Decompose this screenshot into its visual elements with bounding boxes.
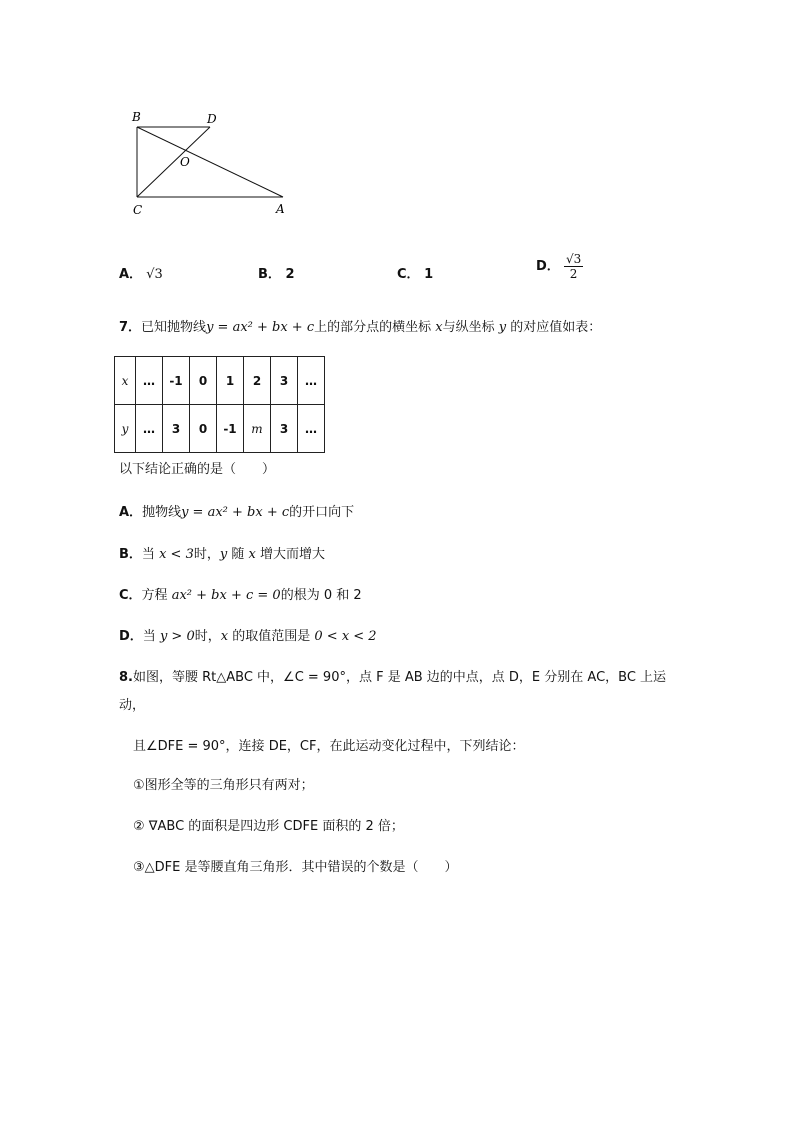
q7-option-b[interactable] — [119, 543, 325, 562]
q6-option-d-fraction — [564, 252, 583, 281]
q7-option-c-pre: 方程 — [141, 588, 168, 603]
q7-option-d-mid2: 的取值范围是 — [232, 629, 311, 644]
label-b: B — [132, 110, 141, 124]
q7-option-c-post: 的根为 0 和 2 — [280, 588, 362, 603]
table-cell-y-label: y — [115, 405, 136, 453]
q6-option-c-label: C． — [397, 267, 420, 282]
q8-line-1-text: 如图，等腰 Rt△ABC 中，∠C = 90°，点 F 是 AB 边的中点，点 D，E 分别在 AC，BC 上运 — [132, 670, 667, 685]
q7-stem-a: 已知抛物线 — [141, 320, 207, 335]
q8-line-3: 且∠DFE = 90°，连接 DE，CF，在此运动变化过程中，下列结论： — [133, 739, 525, 754]
q7-option-d[interactable] — [119, 625, 377, 644]
q7-option-d-mid: 时， — [194, 629, 221, 644]
q7-option-b-x: x — [248, 547, 256, 562]
q6-option-d-label: D． — [536, 259, 560, 274]
q8-line-1 — [119, 666, 666, 685]
table-cell: … — [298, 405, 325, 453]
geometry-figure — [125, 105, 300, 220]
q6-option-b-value: 2 — [285, 267, 295, 282]
q8-line-2: 动， — [119, 698, 146, 713]
q7-option-b-mid: 时， — [193, 547, 220, 562]
q6-option-a[interactable] — [119, 263, 163, 282]
table-cell: 3 — [271, 357, 298, 405]
q7-option-b-y: y — [219, 547, 228, 562]
q7-stem-c: 与纵坐标 — [442, 320, 495, 335]
q7-stem — [119, 316, 601, 335]
q7-stem-formula: y = ax² + bx + c — [206, 320, 315, 335]
label-a: A — [276, 202, 285, 216]
q6-option-c[interactable] — [397, 263, 433, 282]
q8-item-1: ①图形全等的三角形只有两对； — [133, 778, 314, 793]
q6-option-b[interactable] — [258, 263, 295, 282]
q7-option-d-range: 0 < x < 2 — [314, 629, 377, 644]
q7-option-b-label: B． — [119, 547, 142, 562]
q6-option-b-label: B． — [258, 267, 281, 282]
table-cell: 2 — [244, 357, 271, 405]
q7-option-a-pre: 抛物线 — [142, 505, 182, 520]
table-row-x — [115, 357, 325, 405]
table-cell: -1 — [163, 357, 190, 405]
q7-option-b-cond: x < 3 — [159, 547, 194, 562]
label-d: D — [207, 112, 217, 126]
table-row-y — [115, 405, 325, 453]
q7-option-b-pre: 当 — [141, 547, 155, 562]
q7-option-c[interactable] — [119, 584, 362, 603]
table-cell: 0 — [190, 357, 217, 405]
q7-stem-d: 的对应值如表： — [510, 320, 602, 335]
table-cell-x-label: x — [115, 357, 136, 405]
q7-option-d-cond: y > 0 — [159, 629, 195, 644]
q8-item-3: ③△DFE 是等腰直角三角形．其中错误的个数是（ ） — [133, 860, 458, 875]
table-cell: 3 — [163, 405, 190, 453]
q7-option-d-x: x — [220, 629, 229, 644]
q6-option-c-value: 1 — [424, 267, 434, 282]
table-cell: … — [136, 357, 163, 405]
q7-number: 7． — [119, 320, 142, 335]
q6-option-d-numerator: √3 — [565, 252, 582, 266]
q7-option-a-formula: y = ax² + bx + c — [181, 505, 290, 520]
segment-ba — [137, 127, 283, 197]
label-c: C — [133, 203, 143, 217]
q7-value-table — [114, 356, 325, 453]
q8-number: 8. — [119, 670, 133, 685]
table-cell: 1 — [217, 357, 244, 405]
q7-option-d-label: D． — [119, 629, 143, 644]
table-cell: 3 — [271, 405, 298, 453]
q7-option-a[interactable] — [119, 501, 354, 520]
q6-option-a-value: √3 — [146, 267, 163, 282]
q6-option-a-label: A． — [119, 267, 143, 282]
q7-option-c-formula: ax² + bx + c = 0 — [171, 588, 281, 603]
q7-option-a-post: 的开口向下 — [289, 505, 355, 520]
label-o: O — [180, 155, 190, 169]
table-cell: … — [298, 357, 325, 405]
table-cell: 0 — [190, 405, 217, 453]
q8-item-2: ② ∇ABC 的面积是四边形 CDFE 面积的 2 倍； — [133, 819, 404, 834]
segment-dc — [137, 127, 210, 197]
table-cell: m — [244, 405, 271, 453]
q7-option-b-mid2: 随 — [231, 547, 245, 562]
q7-option-a-label: A． — [119, 505, 143, 520]
q7-option-c-label: C． — [119, 588, 142, 603]
q6-option-d-denominator: 2 — [569, 267, 578, 281]
q7-stem-b: 上的部分点的横坐标 — [314, 320, 432, 335]
table-cell: … — [136, 405, 163, 453]
q7-stem-y: y — [498, 320, 507, 335]
q7-option-d-pre: 当 — [142, 629, 156, 644]
q7-option-b-post: 增大而增大 — [260, 547, 326, 562]
table-cell: -1 — [217, 405, 244, 453]
q6-option-d[interactable] — [536, 252, 583, 281]
q7-stem-x: x — [435, 320, 443, 335]
q7-prompt: 以下结论正确的是（ ） — [119, 462, 276, 477]
